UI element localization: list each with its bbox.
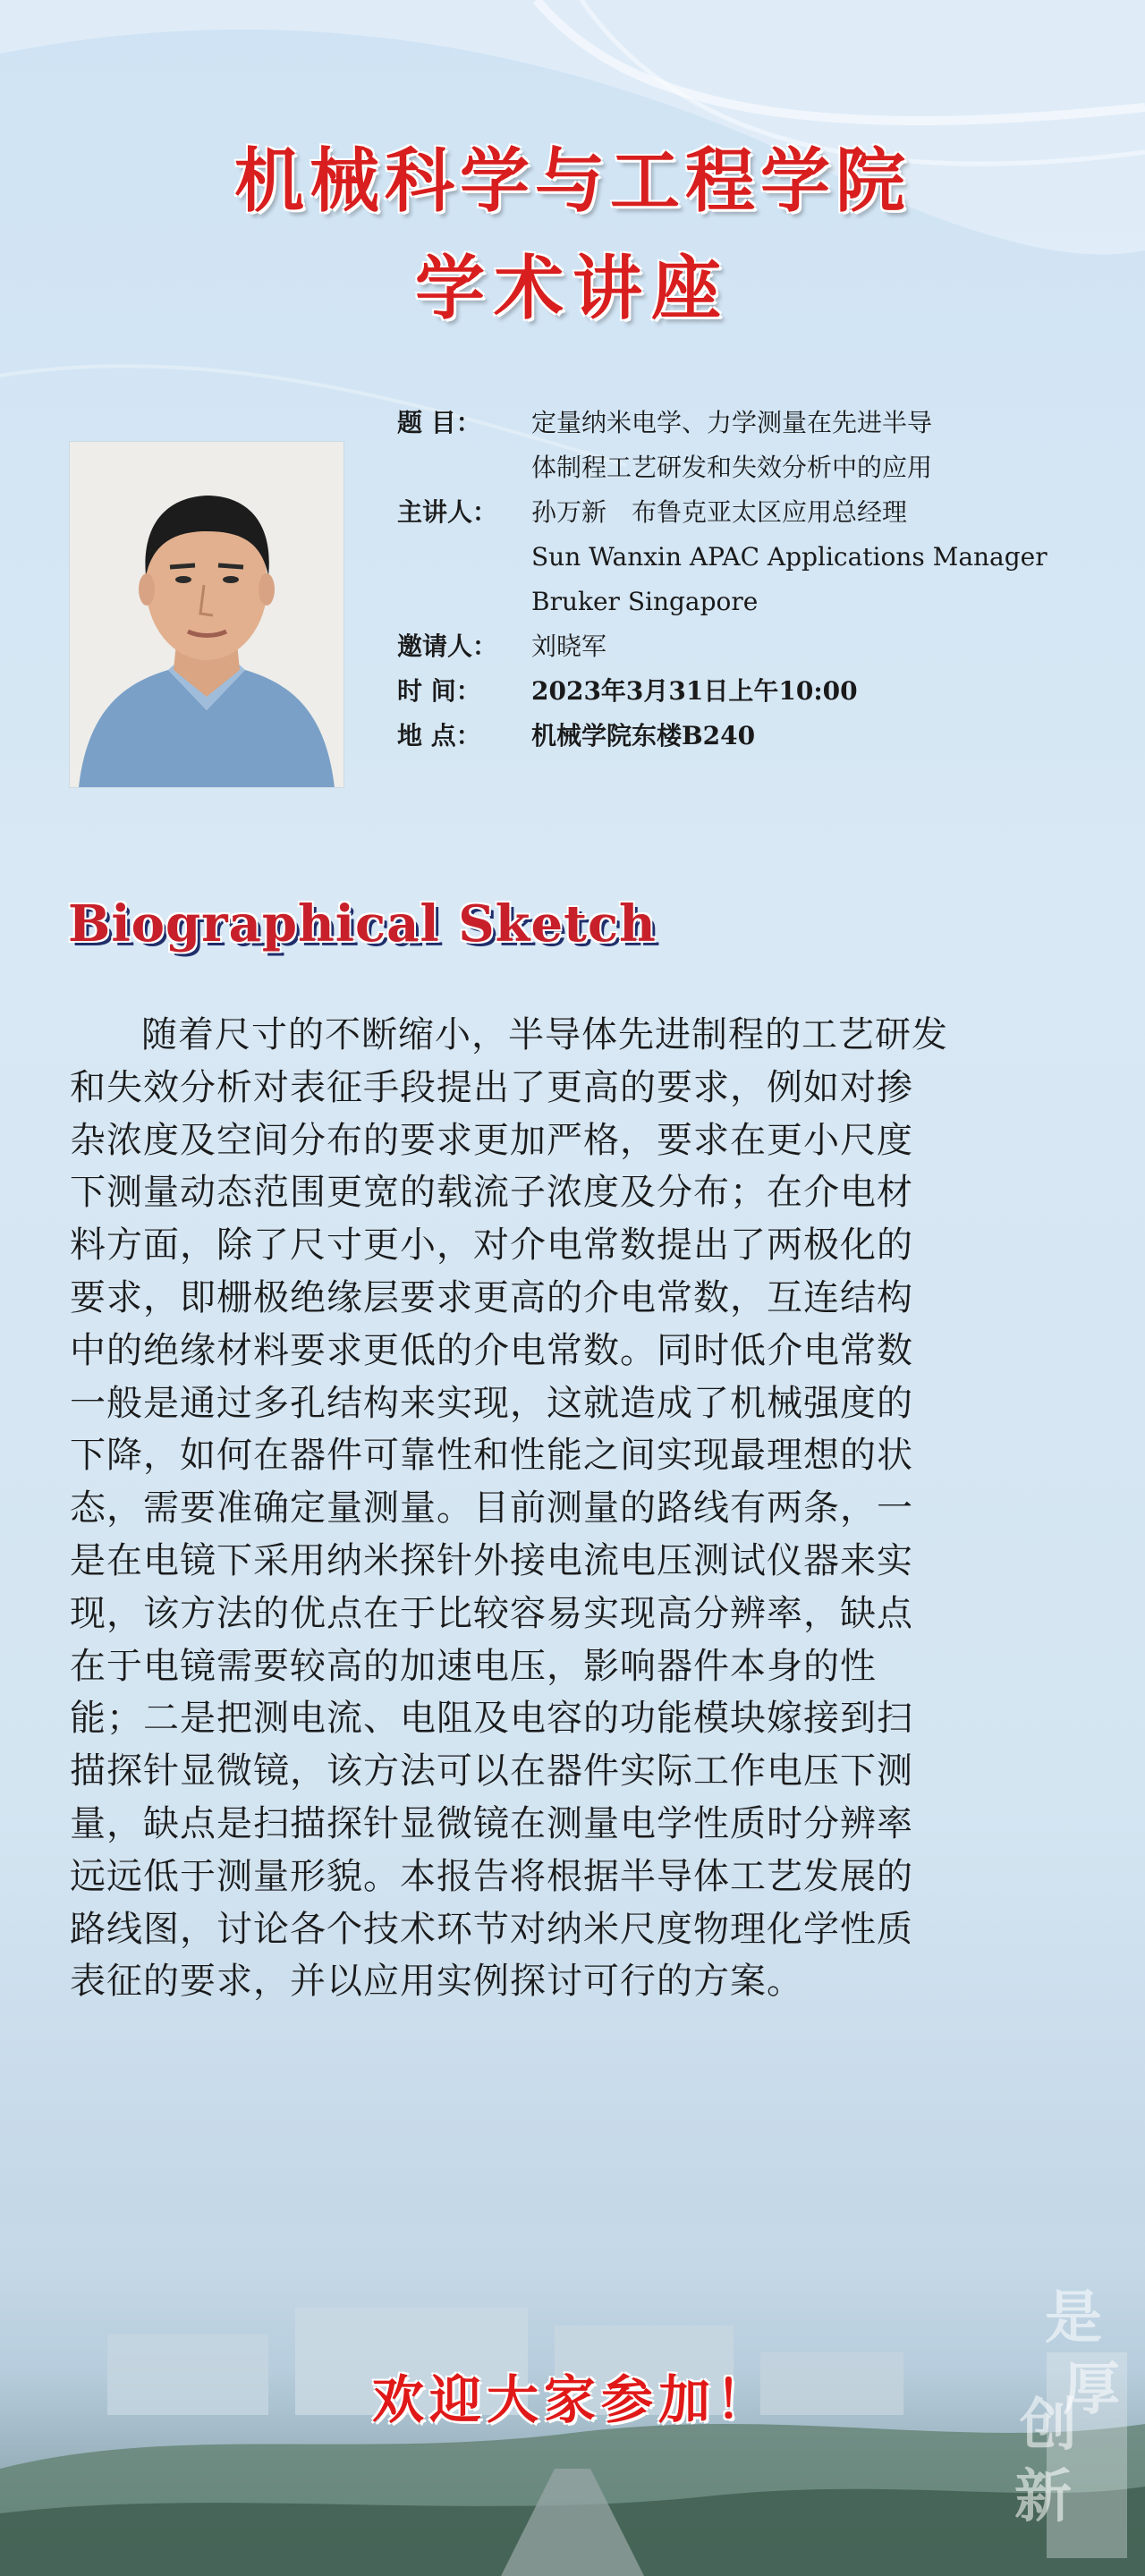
bio-line: 态，需要准确定量测量。目前测量的路线有两条，一: [70, 1487, 913, 1530]
bio-line: 在于电镜需要较高的加速电压，影响器件本身的性: [70, 1645, 877, 1687]
bio-line: 随着尺寸的不断缩小，半导体先进制程的工艺研发: [141, 1014, 948, 1055]
topic-value-line2: 体制程工艺研发和失效分析中的应用: [531, 453, 933, 482]
motto-char: 厚: [1063, 2356, 1120, 2423]
topic-label: 题 目：: [397, 408, 481, 437]
bio-line: 路线图，讨论各个技术环节对纳米尺度物理化学性质: [70, 1908, 913, 1950]
bio-line: 中的绝缘材料要求更低的介电常数。同时低介电常数: [70, 1329, 913, 1371]
lecture-info: [397, 401, 1131, 758]
place-row: [397, 714, 1131, 758]
bio-line: 是在电镜下采用纳米探针外接电流电压测试仪器来实: [70, 1539, 913, 1581]
bio-line: 和失效分析对表征手段提出了更高的要求，例如对掺: [70, 1066, 913, 1108]
motto-char: 新: [1014, 2463, 1072, 2530]
host-row: [397, 624, 1131, 669]
speaker-label: 主讲人：: [397, 497, 498, 527]
topic-row: [397, 401, 1131, 445]
place-label: 地 点：: [397, 721, 481, 750]
host-value: 刘晓军: [531, 631, 607, 661]
bio-heading: Biographical Sketch: [68, 894, 657, 953]
host-label: 邀请人：: [397, 631, 498, 661]
time-label: 时 间：: [397, 676, 481, 706]
bio-line: 下测量动态范围更宽的载流子浓度及分布；在介电材: [70, 1172, 913, 1214]
topic-row-cont: [397, 445, 1131, 490]
speaker-photo: [70, 442, 344, 787]
bio-line: 杂浓度及空间分布的要求更加严格，要求在更小尺度: [70, 1119, 913, 1161]
title-school: 机械科学与工程学院: [233, 141, 911, 222]
speaker-value-line2: Sun Wanxin APAC Applications Manager: [531, 542, 1047, 572]
bio-line: 表征的要求，并以应用实例探讨可行的方案。: [70, 1961, 803, 2003]
bio-line: 一般是通过多孔结构来实现，这就造成了机械强度的: [70, 1382, 913, 1424]
speaker-value-line3: Bruker Singapore: [531, 587, 759, 616]
bio-line: 描探针显微镜，该方法可以在器件实际工作电压下测: [70, 1750, 913, 1792]
bio-line: 量，缺点是扫描探针显微镜在测量电学性质时分辨率: [70, 1802, 913, 1844]
time-value: 2023年3月31日上午10:00: [531, 676, 858, 706]
speaker-row-cont1: [397, 535, 1131, 580]
bio-line: 下降，如何在器件可靠性和性能之间实现最理想的状: [70, 1435, 913, 1477]
speaker-row: [397, 490, 1131, 535]
place-value: 机械学院东楼B240: [531, 721, 756, 750]
bio-line: 要求，即栅极绝缘层要求更高的介电常数，互连结构: [70, 1276, 913, 1318]
speaker-portrait-image: [70, 442, 344, 787]
bio-line: 料方面，除了尺寸更小，对介电常数提出了两极化的: [70, 1224, 913, 1267]
speaker-row-cont2: [397, 580, 1131, 624]
speaker-value-line1: 孙万新 布鲁克亚太区应用总经理: [531, 497, 908, 527]
welcome-message: 欢迎大家参加！: [371, 2369, 773, 2430]
time-row: [397, 669, 1131, 714]
motto-char: 是: [1045, 2284, 1102, 2351]
bio-line: 远远低于测量形貌。本报告将根据半导体工艺发展的: [70, 1855, 913, 1897]
topic-value-line1: 定量纳米电学、力学测量在先进半导: [531, 408, 933, 437]
bio-text: [70, 1009, 1090, 2008]
motto-char: 创: [1020, 2392, 1077, 2459]
title-lecture: 学术讲座: [414, 249, 730, 329]
bio-line: 能；二是把测电流、电阻及电容的功能模块嫁接到扫: [70, 1698, 913, 1740]
bio-line: 现，该方法的优点在于比较容易实现高分辨率，缺点: [70, 1592, 913, 1634]
